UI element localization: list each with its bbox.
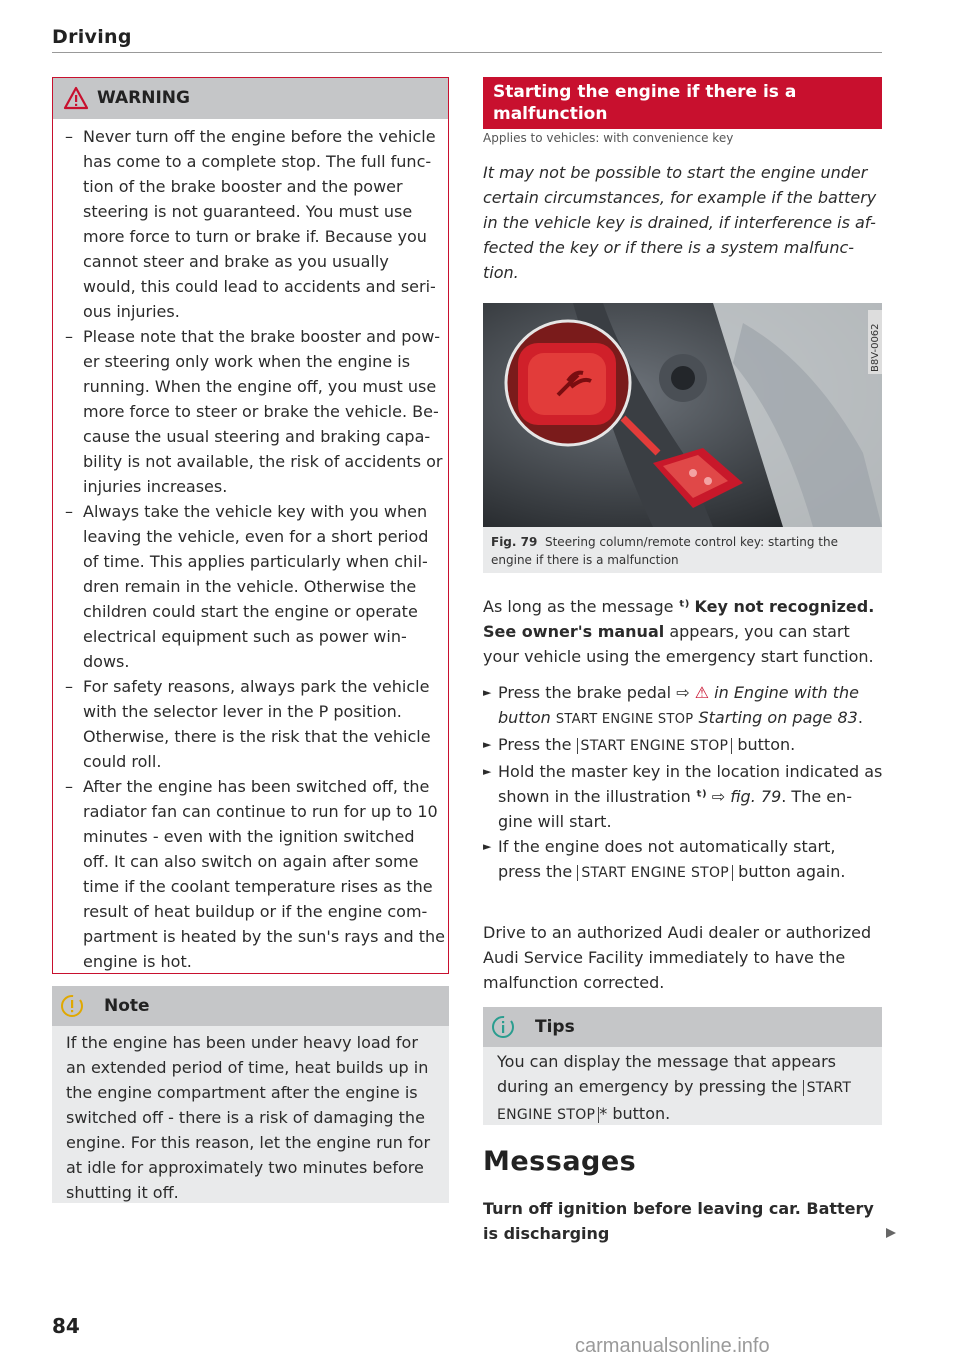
- section-title: Driving: [52, 26, 132, 48]
- page-number: 84: [52, 1314, 80, 1338]
- note-header: [52, 986, 449, 1026]
- warning-title: WARNING: [97, 88, 190, 108]
- tips-text: You can display the message that appears during an emergency by pressing the START ENGINE STOP * button.: [497, 1052, 852, 1123]
- message-text: Key not recognized. See owner's manual: [483, 597, 875, 641]
- start-engine-stop-button-label: START ENGINE STOP: [497, 1080, 852, 1123]
- steps-list: [483, 680, 883, 886]
- dealer-paragraph: Drive to an authorized Audi dealer or authorized Audi Service Facility immediately to have the malfunction corrected.: [483, 923, 872, 992]
- figure-caption-box: [483, 527, 882, 573]
- warning-item: – Always take the vehicle key with you when leaving the vehicle, even for a short period of time. This applies particularly when chil-dren remain in the vehicle. Otherwise the children could start the engine or operate electrical equipment such as power win-dows.: [65, 502, 429, 671]
- figure-image: [483, 303, 882, 527]
- figure-caption-text: Steering column/remote control key: starting the engine if there is a malfunction: [491, 535, 838, 567]
- step-item: ► If the engine does not automatically start, press the START ENGINE STOP button again.: [483, 837, 846, 881]
- messages-heading: Messages: [483, 1146, 637, 1177]
- note-title: Note: [104, 996, 150, 1016]
- figure-code: B8V-0062: [868, 310, 882, 374]
- warning-list: [65, 124, 445, 974]
- header-rule: [52, 52, 882, 53]
- note-text: If the engine has been under heavy load for an extended period of time, heat builds up in the engine compartment after the engine is switched off - there is a risk of damaging the engine. For this reason, let the engine run for at idle for approximately two minutes before shutting it off.: [66, 1033, 431, 1202]
- applies-to-text: Applies to vehicles: with convenience key: [483, 131, 734, 145]
- steering-column-key-illustration: [483, 303, 882, 527]
- warning-header: [53, 78, 448, 119]
- step-item: ► Press the brake pedal ⇨ ⚠ in Engine with the button START ENGINE STOP Starting on page 83.: [483, 683, 863, 727]
- warning-ref-icon: ⚠: [694, 683, 710, 702]
- step-item: ► Press the START ENGINE STOP button.: [483, 735, 796, 754]
- warning-box: [52, 77, 449, 974]
- warning-triangle-icon: [63, 86, 89, 110]
- figure-caption: [491, 533, 876, 569]
- step-item: ► Hold the master key in the location indicated as shown in the illustration ᵗ⁾ ⇨ fig. 79. The en-gine will start.: [483, 762, 883, 831]
- tips-body: [483, 1047, 882, 1125]
- message-subheading: Turn off ignition before leaving car. Battery is discharging: [483, 1199, 874, 1243]
- start-engine-stop-button-label: START ENGINE STOP: [577, 865, 733, 881]
- figure-link[interactable]: fig. 79: [730, 787, 782, 806]
- watermark: carmanualsonline.info: [575, 1335, 770, 1357]
- warning-item: – Never turn off the engine before the vehicle has come to a complete stop. The full func-tion of the brake booster and the power steering is not guaranteed. You must use more force to turn or brake if. Because you cannot steer and brake as you usually would, this could lead to accidents and seri-ous injuries.: [65, 127, 436, 321]
- figure-label: Fig. 79: [491, 535, 538, 549]
- warning-item: – For safety reasons, always park the vehicle with the selector lever in the P position. Otherwise, there is the risk that the vehicle could roll.: [65, 677, 431, 771]
- note-circle-icon: [60, 994, 84, 1018]
- section-heading-bar: [483, 77, 882, 129]
- reference-arrow: ⇨: [676, 683, 690, 702]
- note-body: [52, 1026, 449, 1203]
- warning-item: – After the engine has been switched off, the radiator fan can continue to run for up to 10 minutes - even with the ignition switched off. It can also switch on again after some time if the coolant temperature rises as the result of heat buildup or if the engine com-partment is heated by the sun's rays and the engine is hot.: [65, 777, 445, 971]
- warning-item: – Please note that the brake booster and pow-er steering only work when the engine is running. When the engine off, you must use more force to steer or brake the vehicle. Be-cause the usual steering and braking capa-bility is not available, the risk of accidents or injuries increases.: [65, 327, 443, 496]
- message-paragraph: As long as the message ᵗ⁾ Key not recognized. See owner's manual appears, you can start your vehicle using the emergency start function.: [483, 597, 875, 666]
- start-engine-stop-button-label: START ENGINE STOP: [577, 738, 733, 754]
- continue-arrow-icon: [884, 1226, 898, 1240]
- section-heading: Starting the engine if there is a malfunction: [493, 82, 797, 124]
- tips-header: [483, 1007, 882, 1047]
- info-circle-icon: [491, 1015, 515, 1039]
- key-symbol: ᵗ⁾: [678, 597, 690, 616]
- tips-title: Tips: [535, 1017, 575, 1037]
- intro-text: It may not be possible to start the engine under certain circumstances, for example if the battery in the vehicle key is drained, if interference is af-fected the key or if there is a system malfunc-tion.: [483, 163, 877, 282]
